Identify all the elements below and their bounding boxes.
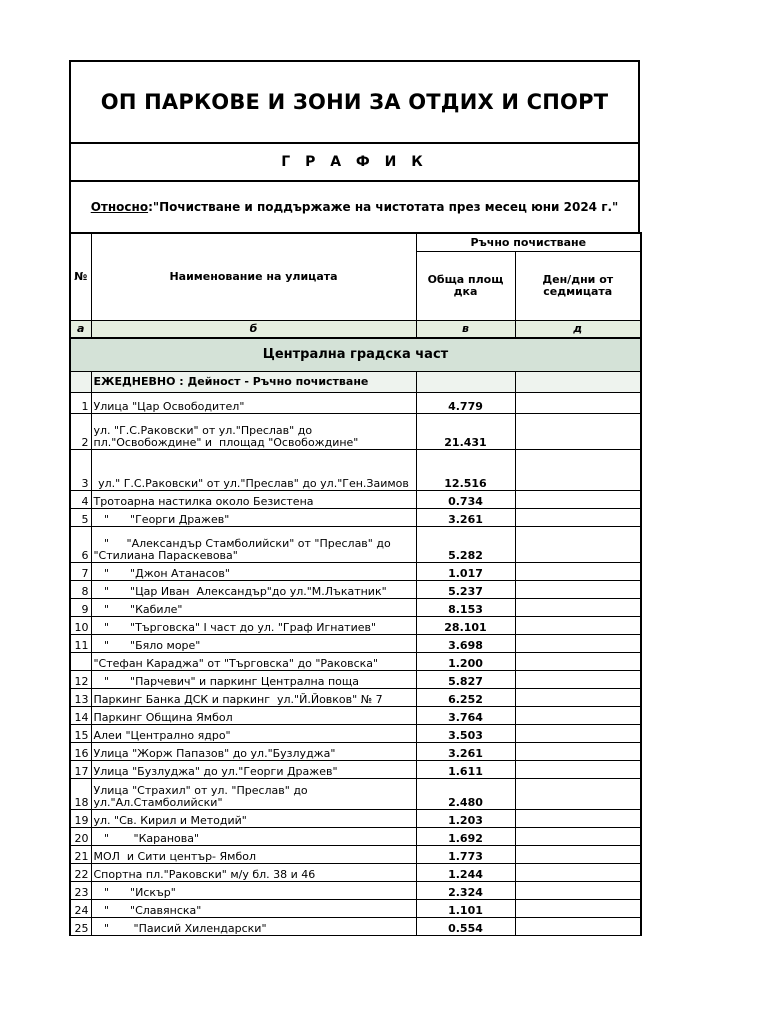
table-row bbox=[70, 846, 641, 864]
table-row bbox=[70, 707, 641, 725]
row-street-name: Улица "Цар Освободител" bbox=[91, 393, 416, 414]
row-days bbox=[515, 846, 641, 864]
row-street-name: " "Каранова" bbox=[91, 828, 416, 846]
row-days bbox=[515, 393, 641, 414]
row-days bbox=[515, 864, 641, 882]
row-street-name: " "Искър" bbox=[91, 882, 416, 900]
col-header-no: № bbox=[70, 233, 91, 321]
row-street-name: ул." Г.С.Раковски" от ул."Преслав" до ул."Ген.Заимов bbox=[91, 450, 416, 491]
col-header-area: Обща площ дка bbox=[416, 252, 515, 321]
table-row bbox=[70, 779, 641, 810]
row-days bbox=[515, 653, 641, 671]
row-area: 1.611 bbox=[416, 761, 515, 779]
row-days bbox=[515, 707, 641, 725]
row-number: 10 bbox=[70, 617, 91, 635]
section-central: Централна градска част bbox=[70, 338, 641, 372]
table-row bbox=[70, 864, 641, 882]
regarding-line bbox=[71, 180, 638, 232]
table-row bbox=[70, 491, 641, 509]
row-days bbox=[515, 918, 641, 936]
row-area: 2.324 bbox=[416, 882, 515, 900]
col-header-days: Ден/дни от седмицата bbox=[515, 252, 641, 321]
row-street-name: ул. "Св. Кирил и Методий" bbox=[91, 810, 416, 828]
row-days bbox=[515, 414, 641, 450]
row-street-name: Улица "Жорж Папазов" до ул."Бузлуджа" bbox=[91, 743, 416, 761]
row-area: 3.764 bbox=[416, 707, 515, 725]
row-area: 1.101 bbox=[416, 900, 515, 918]
table-row bbox=[70, 393, 641, 414]
row-number: 23 bbox=[70, 882, 91, 900]
row-street-name: " "Паисий Хилендарски" bbox=[91, 918, 416, 936]
row-street-name: Алеи "Централно ядро" bbox=[91, 725, 416, 743]
row-area: 1.244 bbox=[416, 864, 515, 882]
table-row bbox=[70, 414, 641, 450]
row-area: 28.101 bbox=[416, 617, 515, 635]
table-row bbox=[70, 635, 641, 653]
schedule-heading: Г Р А Ф И К bbox=[71, 142, 638, 180]
row-street-name: " "Кабиле" bbox=[91, 599, 416, 617]
row-street-name: Улица "Страхил" от ул. "Преслав" до ул."Ал.Стамболийски" bbox=[91, 779, 416, 810]
row-days bbox=[515, 671, 641, 689]
table-row bbox=[70, 563, 641, 581]
header-box bbox=[69, 60, 640, 232]
row-area: 2.480 bbox=[416, 779, 515, 810]
row-days bbox=[515, 635, 641, 653]
letter-a: а bbox=[70, 321, 91, 339]
row-number: 8 bbox=[70, 581, 91, 599]
row-area: 3.261 bbox=[416, 743, 515, 761]
row-days bbox=[515, 527, 641, 563]
letter-v: в bbox=[416, 321, 515, 339]
row-street-name: " "Георги Дражев" bbox=[91, 509, 416, 527]
row-number: 20 bbox=[70, 828, 91, 846]
row-street-name: " "Славянска" bbox=[91, 900, 416, 918]
table-row bbox=[70, 882, 641, 900]
letter-d: д bbox=[515, 321, 641, 339]
row-number: 5 bbox=[70, 509, 91, 527]
document-sheet bbox=[69, 60, 640, 936]
table-row bbox=[70, 671, 641, 689]
row-number: 21 bbox=[70, 846, 91, 864]
table-row bbox=[70, 617, 641, 635]
activity-no-cell bbox=[70, 372, 91, 393]
row-number: 14 bbox=[70, 707, 91, 725]
activity-area-cell bbox=[416, 372, 515, 393]
row-area: 5.282 bbox=[416, 527, 515, 563]
row-area: 3.503 bbox=[416, 725, 515, 743]
row-number: 9 bbox=[70, 599, 91, 617]
row-number: 16 bbox=[70, 743, 91, 761]
regarding-label: Относно bbox=[90, 200, 149, 214]
row-area: 1.200 bbox=[416, 653, 515, 671]
document-title: ОП ПАРКОВЕ И ЗОНИ ЗА ОТДИХ И СПОРТ bbox=[100, 90, 609, 114]
row-number: 22 bbox=[70, 864, 91, 882]
row-days bbox=[515, 491, 641, 509]
row-street-name: МОЛ и Сити център- Ямбол bbox=[91, 846, 416, 864]
regarding-text: :"Почистване и поддържаже на чистотата през месец юни 2024 г." bbox=[148, 200, 619, 214]
row-street-name: " "Цар Иван Александър"до ул."М.Лъкатник" bbox=[91, 581, 416, 599]
row-days bbox=[515, 761, 641, 779]
row-number: 13 bbox=[70, 689, 91, 707]
row-street-name: " "Бяло море" bbox=[91, 635, 416, 653]
row-number bbox=[70, 653, 91, 671]
row-area: 1.692 bbox=[416, 828, 515, 846]
row-area: 5.827 bbox=[416, 671, 515, 689]
row-area: 8.153 bbox=[416, 599, 515, 617]
row-number: 17 bbox=[70, 761, 91, 779]
row-days bbox=[515, 617, 641, 635]
table-row bbox=[70, 810, 641, 828]
row-street-name: Тротоарна настилка около Безистена bbox=[91, 491, 416, 509]
row-street-name: " "Джон Атанасов" bbox=[91, 563, 416, 581]
row-area: 0.554 bbox=[416, 918, 515, 936]
table-row bbox=[70, 900, 641, 918]
row-area: 1.773 bbox=[416, 846, 515, 864]
row-area: 1.203 bbox=[416, 810, 515, 828]
row-number: 11 bbox=[70, 635, 91, 653]
row-street-name: " "Парчевич" и паркинг Централна поща bbox=[91, 671, 416, 689]
row-street-name: " "Търговска" I част до ул. "Граф Игнатиев" bbox=[91, 617, 416, 635]
row-days bbox=[515, 581, 641, 599]
table-row bbox=[70, 599, 641, 617]
row-street-name: Паркинг Община Ямбол bbox=[91, 707, 416, 725]
row-days bbox=[515, 882, 641, 900]
table-row bbox=[70, 581, 641, 599]
group-header-manual: Ръчно почистване bbox=[416, 233, 641, 252]
table-row bbox=[70, 653, 641, 671]
row-area: 12.516 bbox=[416, 450, 515, 491]
row-days bbox=[515, 828, 641, 846]
table-row bbox=[70, 828, 641, 846]
row-street-name: Паркинг Банка ДСК и паркинг ул."Й.Йовков" № 7 bbox=[91, 689, 416, 707]
row-days bbox=[515, 779, 641, 810]
row-days bbox=[515, 743, 641, 761]
row-area: 4.779 bbox=[416, 393, 515, 414]
row-number: 24 bbox=[70, 900, 91, 918]
row-street-name: "Стефан Караджа" от "Търговска" до "Раковска" bbox=[91, 653, 416, 671]
row-days bbox=[515, 725, 641, 743]
table-row bbox=[70, 689, 641, 707]
row-number: 18 bbox=[70, 779, 91, 810]
row-days bbox=[515, 450, 641, 491]
row-number: 1 bbox=[70, 393, 91, 414]
row-area: 1.017 bbox=[416, 563, 515, 581]
row-days bbox=[515, 599, 641, 617]
activity-days-cell bbox=[515, 372, 641, 393]
table-row bbox=[70, 918, 641, 936]
table-row bbox=[70, 527, 641, 563]
row-street-name: " "Александър Стамболийски" от "Преслав" до "Стилиана Параскевова" bbox=[91, 527, 416, 563]
row-area: 3.261 bbox=[416, 509, 515, 527]
row-number: 12 bbox=[70, 671, 91, 689]
table-row bbox=[70, 743, 641, 761]
table-row bbox=[70, 450, 641, 491]
row-area: 3.698 bbox=[416, 635, 515, 653]
row-number: 4 bbox=[70, 491, 91, 509]
row-number: 15 bbox=[70, 725, 91, 743]
row-area: 21.431 bbox=[416, 414, 515, 450]
row-street-name: Улица "Бузлуджа" до ул."Георги Дражев" bbox=[91, 761, 416, 779]
table-row bbox=[70, 761, 641, 779]
row-area: 5.237 bbox=[416, 581, 515, 599]
schedule-table bbox=[69, 232, 642, 936]
row-number: 7 bbox=[70, 563, 91, 581]
row-street-name: ул. "Г.С.Раковски" от ул."Преслав" до пл."Освобождине" и площад "Освобождине" bbox=[91, 414, 416, 450]
row-number: 19 bbox=[70, 810, 91, 828]
row-number: 25 bbox=[70, 918, 91, 936]
row-area: 0.734 bbox=[416, 491, 515, 509]
row-days bbox=[515, 689, 641, 707]
row-number: 3 bbox=[70, 450, 91, 491]
row-area: 6.252 bbox=[416, 689, 515, 707]
row-number: 6 bbox=[70, 527, 91, 563]
table-row bbox=[70, 509, 641, 527]
row-street-name: Спортна пл."Раковски" м/у бл. 38 и 46 bbox=[91, 864, 416, 882]
row-days bbox=[515, 810, 641, 828]
activity-label: ЕЖЕДНЕВНО : Дейност - Ръчно почистване bbox=[91, 372, 416, 393]
letter-b: б bbox=[91, 321, 416, 339]
row-days bbox=[515, 509, 641, 527]
row-days bbox=[515, 563, 641, 581]
table-row bbox=[70, 725, 641, 743]
col-header-street: Наименование на улицата bbox=[91, 233, 416, 321]
row-days bbox=[515, 900, 641, 918]
row-number: 2 bbox=[70, 414, 91, 450]
